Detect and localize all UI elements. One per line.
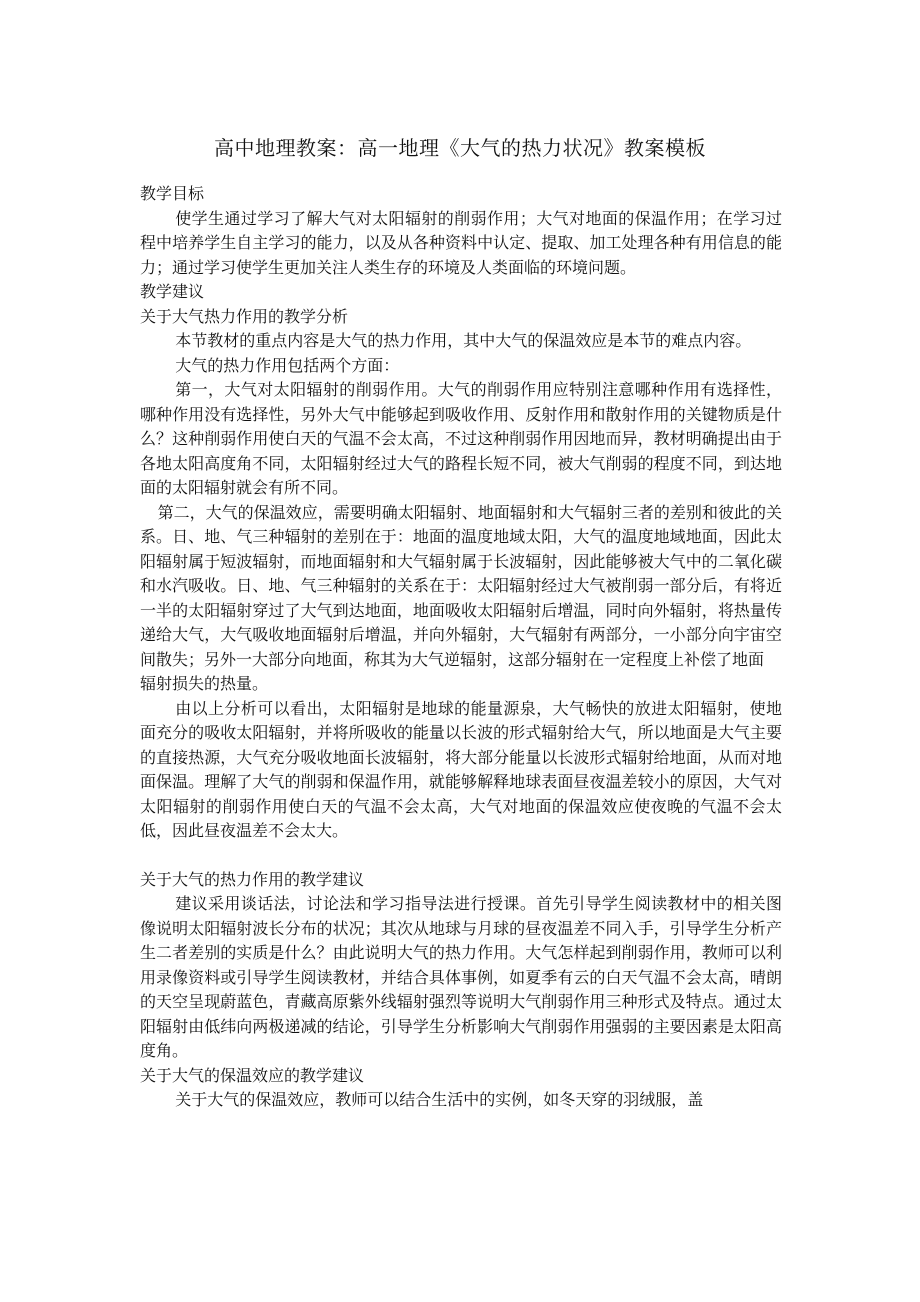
body-paragraph: 关于大气的保温效应，教师可以结合生活中的实例，如冬天穿的羽绒服，盖 [175, 1090, 704, 1109]
section-heading: 辐射损失的热量。 [140, 674, 269, 693]
section-heading: 教学目标 [140, 184, 205, 203]
document-title: 高中地理教案：高一地理《大气的热力状况》教案模板 [214, 136, 706, 160]
body-paragraph: 本节教材的重点内容是大气的热力作用，其中大气的保温效应是本节的难点内容。 [175, 331, 752, 350]
paragraph-spacer [140, 844, 782, 868]
section-heading: 教学建议 [140, 282, 205, 301]
section-heading: 关于大气热力作用的教学分析 [140, 306, 349, 326]
section-heading: 关于大气的保温效应的教学建议 [140, 1065, 365, 1085]
body-paragraph: 由以上分析可以看出，太阳辐射是地球的能量源泉，大气畅快的放进太阳辐射，使地面充分的吸收太阳辐射，并将所吸收的能量以长波的形式辐射给大气，所以地面是大气主要的直接热源，大气充分吸收地面长波辐射，将大部分能量以长波形式辐射给地面，从而对地面保温。理解了大气的削弱和保温作用，就能够解释地球表面昼夜温差较小的原因，大气对太阳辐射的削弱作用使白天的气温不会太高，大气对地面的保温效应使夜晚的气温不会太低，因此昼夜温差不会太大。 [140, 698, 782, 840]
document-body [140, 182, 782, 1113]
body-paragraph: 第二，大气的保温效应，需要明确太阳辐射、地面辐射和大气辐射三者的差别和彼此的关系。日、地、气三种辐射的差别在于：地面的温度地域太阳，大气的温度地域地面，因此太阳辐射属于短波辐射，而地面辐射和大气辐射属于长波辐射，因此能够被大气中的二氧化碳和水汽吸收。日、地、气三种辐射的关系在于：太阳辐射经过大气被削弱一部分后，有将近一半的太阳辐射穿过了大气到达地面，地面吸收太阳辐射后增温，同时向外辐射，将热量传递给大气，大气吸收地面辐射后增温，并向外辐射，大气辐射有两部分，一小部分向宇宙空间散失；另外一大部分向地面，称其为大气逆辐射，这部分辐射在一定程度上补偿了地面 [140, 502, 782, 669]
body-paragraph: 使学生通过学习了解大气对太阳辐射的削弱作用；大气对地面的保温作用；在学习过程中培养学生自主学习的能力，以及从各种资料中认定、提取、加工处理各种有用信息的能力；通过学习使学生更加关注人类生存的环境及人类面临的环境问题。 [140, 208, 782, 277]
body-paragraph: 建议采用谈话法，讨论法和学习指导法进行授课。首先引导学生阅读教材中的相关图像说明太阳辐射波长分布的状况；其次从地球与月球的昼夜温差不同入手，引导学生分析产生二者差别的实质是什么？由此说明大气的热力作用。大气怎样起到削弱作用，教师可以利用录像资料或引导学生阅读教材，并结合具体事例，如夏季有云的白天气温不会太高，晴朗的天空呈现蔚蓝色，青藏高原紫外线辐射强烈等说明大气削弱作用三种形式及特点。通过太阳辐射由低纬向两极递减的结论，引导学生分析影响大气削弱作用强弱的主要因素是太阳高度角。 [140, 894, 782, 1060]
body-paragraph: 大气的热力作用包括两个方面： [175, 355, 400, 375]
section-heading: 关于大气的热力作用的教学建议 [140, 869, 365, 889]
body-paragraph: 第一，大气对太阳辐射的削弱作用。大气的削弱作用应特别注意哪种作用有选择性，哪种作用没有选择性，另外大气中能够起到吸收作用、反射作用和散射作用的关键物质是什么？这种削弱作用使白天的气温不会太高，不过这种削弱作用因地而异，教材明确提出由于各地太阳高度角不同，太阳辐射经过大气的路程长短不同，被大气削弱的程度不同，到达地面的太阳辐射就会有所不同。 [140, 380, 782, 497]
